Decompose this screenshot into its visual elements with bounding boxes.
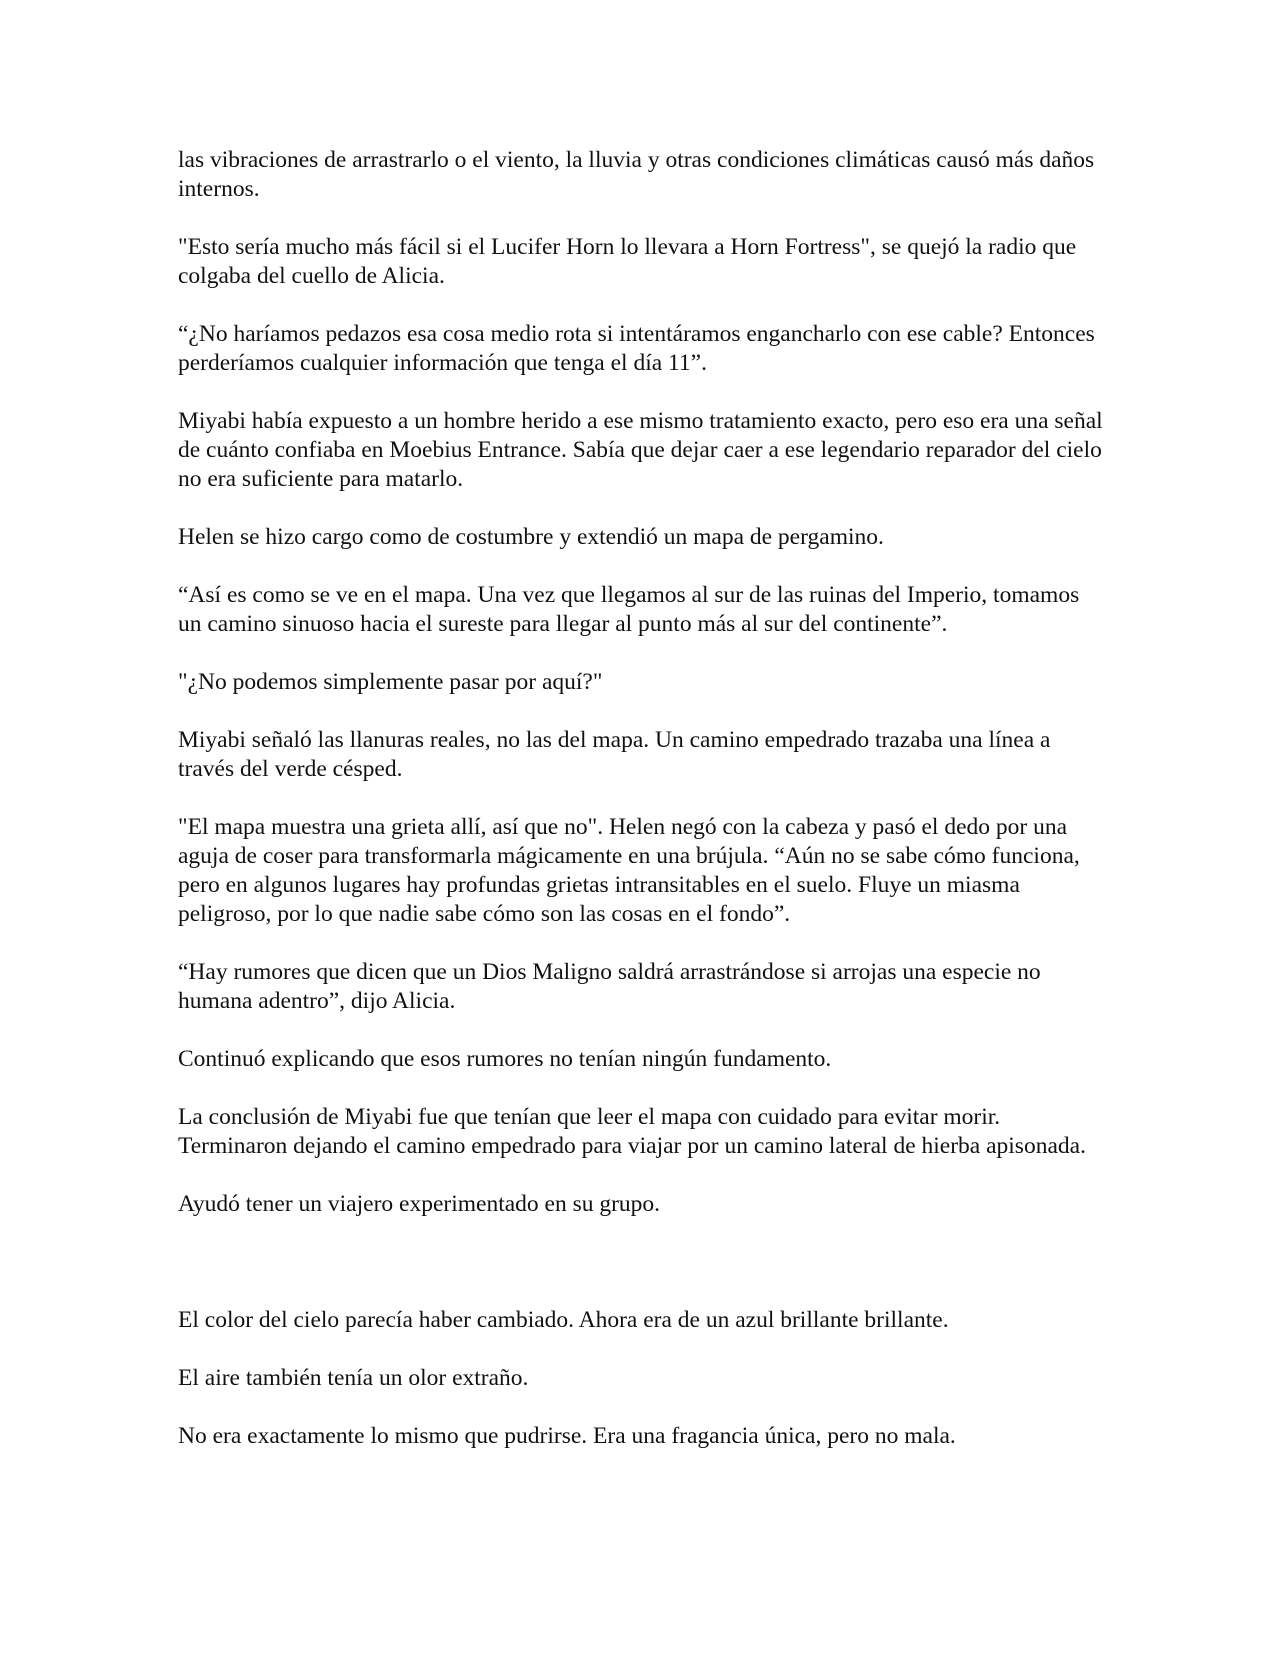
paragraph-16: No era exactamente lo mismo que pudrirse. Era una fragancia única, pero no mala.	[178, 1423, 956, 1449]
paragraph-2: "Esto sería mucho más fácil si el Lucifer Horn lo llevara a Horn Fortress", se quejó la radio que colgaba del cuello de Alicia.	[178, 234, 1077, 289]
paragraph-15: El aire también tenía un olor extraño.	[178, 1365, 529, 1391]
paragraph-1: las vibraciones de arrastrarlo o el viento, la lluvia y otras condiciones climáticas causó más daños internos.	[178, 147, 1095, 202]
paragraph-3: “¿No haríamos pedazos esa cosa medio rota si intentáramos engancharlo con ese cable? Entonces perderíamos cualquier información que tenga el día 11”.	[178, 321, 1095, 376]
paragraph-11: Continuó explicando que esos rumores no tenían ningún fundamento.	[178, 1046, 832, 1072]
section-break	[178, 1248, 1108, 1306]
paragraph-4: Miyabi había expuesto a un hombre herido a ese mismo tratamiento exacto, pero eso era una señal de cuánto confiaba en Moebius Entrance. Sabía que dejar caer a ese legendario reparador del cielo no era suficiente para matarlo.	[178, 408, 1103, 492]
document-body	[178, 146, 1108, 1480]
paragraph-7: "¿No podemos simplemente pasar por aquí?"	[178, 669, 603, 695]
paragraph-8: Miyabi señaló las llanuras reales, no las del mapa. Un camino empedrado trazaba una línea a través del verde césped.	[178, 727, 1051, 782]
paragraph-10: “Hay rumores que dicen que un Dios Maligno saldrá arrastrándose si arrojas una especie no humana adentro”, dijo Alicia.	[178, 959, 1041, 1014]
paragraph-9: "El mapa muestra una grieta allí, así que no". Helen negó con la cabeza y pasó el dedo por una aguja de coser para transformarla mágicamente en una brújula. “Aún no se sabe cómo funciona, pero en algunos lugares hay profundas grietas intransitables en el suelo. Fluye un miasma peligroso, por lo que nadie sabe cómo son las cosas en el fondo”.	[178, 814, 1080, 927]
paragraph-14: El color del cielo parecía haber cambiado. Ahora era de un azul brillante brillante.	[178, 1307, 949, 1333]
paragraph-5: Helen se hizo cargo como de costumbre y extendió un mapa de pergamino.	[178, 524, 884, 550]
paragraph-13: Ayudó tener un viajero experimentado en su grupo.	[178, 1191, 661, 1217]
paragraph-6: “Así es como se ve en el mapa. Una vez que llegamos al sur de las ruinas del Imperio, tomamos un camino sinuoso hacia el sureste para llegar al punto más al sur del continente”.	[178, 582, 1080, 637]
paragraph-12: La conclusión de Miyabi fue que tenían que leer el mapa con cuidado para evitar morir. Terminaron dejando el camino empedrado para viajar por un camino lateral de hierba apisonada.	[178, 1104, 1086, 1159]
